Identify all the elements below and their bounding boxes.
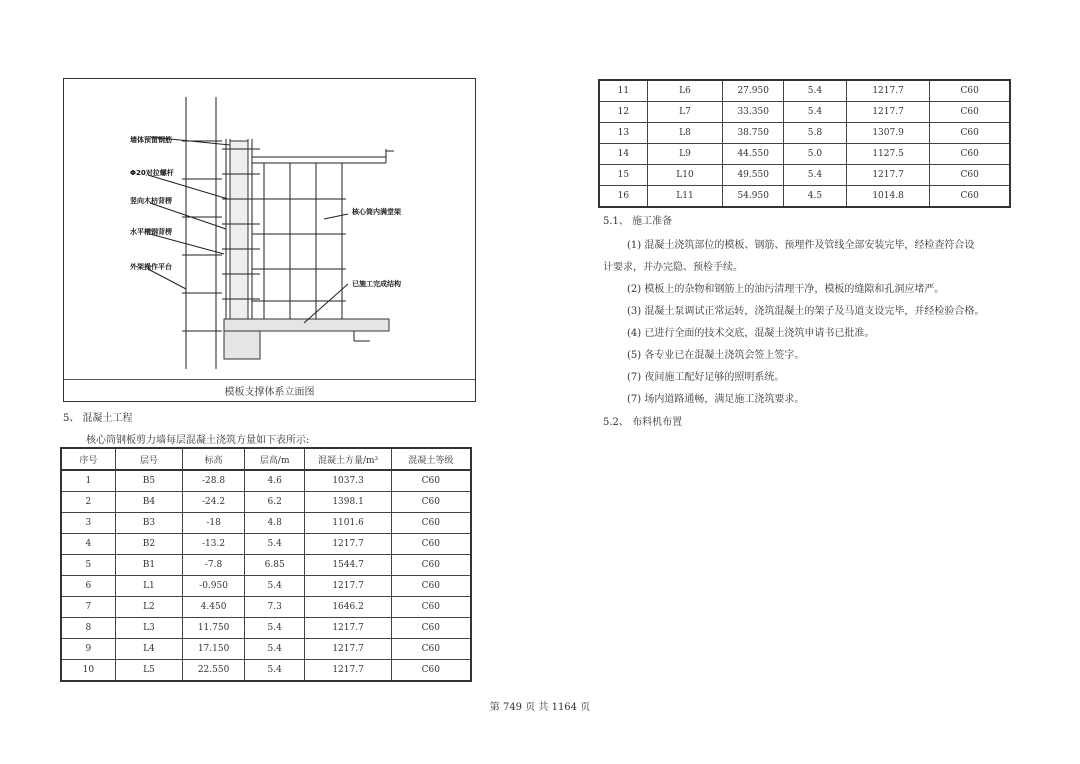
table-cell: L10 bbox=[647, 165, 723, 186]
table-row bbox=[599, 144, 1010, 165]
section-5-2-heading: 5.2、 布料机布置 bbox=[603, 417, 683, 428]
prep-item: (1) 混凝土浇筑部位的模板、钢筋、预埋件及管线全部安装完毕，经检查符合设 bbox=[627, 240, 975, 251]
table-cell: 4.450 bbox=[183, 597, 245, 618]
table-cell: 1014.8 bbox=[846, 186, 930, 208]
table-cell: C60 bbox=[391, 639, 471, 660]
table-row bbox=[61, 597, 471, 618]
table-row bbox=[61, 576, 471, 597]
table-row bbox=[61, 618, 471, 639]
concrete-volume-table bbox=[60, 447, 472, 682]
table-cell: 1398.1 bbox=[305, 492, 391, 513]
figure-caption: 模板支撑体系立面图 bbox=[224, 387, 315, 398]
table-cell: 1307.9 bbox=[846, 123, 930, 144]
table-cell: 1217.7 bbox=[305, 618, 391, 639]
table-cell: L7 bbox=[647, 102, 723, 123]
table-row bbox=[61, 660, 471, 682]
table-cell: -0.950 bbox=[183, 576, 245, 597]
table-row bbox=[599, 123, 1010, 144]
table-cell: 5.4 bbox=[784, 165, 847, 186]
table-cell: 38.750 bbox=[723, 123, 784, 144]
table-row bbox=[61, 534, 471, 555]
prep-item: (3) 混凝土泵调试正常运转，浇筑混凝土的架子及马道支设完毕，并经检验合格。 bbox=[627, 306, 985, 317]
header-cell: 层号 bbox=[115, 448, 183, 470]
table-cell: 33.350 bbox=[723, 102, 784, 123]
table-cell: -24.2 bbox=[183, 492, 245, 513]
table-cell: 10 bbox=[61, 660, 115, 682]
label-structure: 已施工完成结构 bbox=[352, 280, 401, 288]
table-cell: C60 bbox=[391, 618, 471, 639]
table-row bbox=[599, 102, 1010, 123]
table-cell: 5 bbox=[61, 555, 115, 576]
table-cell: 1217.7 bbox=[846, 80, 930, 102]
table-cell: C60 bbox=[930, 123, 1010, 144]
table-cell: 1544.7 bbox=[305, 555, 391, 576]
table-row bbox=[61, 555, 471, 576]
table-cell: 4.6 bbox=[244, 470, 305, 492]
table-cell: 14 bbox=[599, 144, 647, 165]
table-cell: L6 bbox=[647, 80, 723, 102]
label-scaffold: 核心筒内满堂架 bbox=[352, 208, 401, 216]
table-cell: -18 bbox=[183, 513, 245, 534]
table-cell: 6.85 bbox=[244, 555, 305, 576]
table-cell: C60 bbox=[391, 534, 471, 555]
table-cell: C60 bbox=[391, 597, 471, 618]
table-cell: L1 bbox=[115, 576, 183, 597]
table-cell: C60 bbox=[391, 513, 471, 534]
table-cell: 8 bbox=[61, 618, 115, 639]
table-cell: L4 bbox=[115, 639, 183, 660]
table-cell: 7.3 bbox=[244, 597, 305, 618]
label-platform: 外架操作平台 bbox=[130, 263, 172, 271]
table-row bbox=[599, 186, 1010, 208]
table-cell: 5.4 bbox=[244, 660, 305, 682]
label-horizontal-beam: 水平槽钢背楞 bbox=[130, 228, 172, 236]
table-cell: L2 bbox=[115, 597, 183, 618]
header-cell: 标高 bbox=[183, 448, 245, 470]
prep-item: (7) 场内道路通畅，满足施工浇筑要求。 bbox=[627, 394, 805, 405]
formwork-elevation-drawing bbox=[64, 79, 477, 403]
table-cell: C60 bbox=[391, 492, 471, 513]
table-cell: 44.550 bbox=[723, 144, 784, 165]
header-cell: 层高/m bbox=[244, 448, 305, 470]
table-cell: B3 bbox=[115, 513, 183, 534]
table-row bbox=[599, 165, 1010, 186]
table-cell: 1127.5 bbox=[846, 144, 930, 165]
table-cell: C60 bbox=[391, 555, 471, 576]
prep-item: (7) 夜间施工配好足够的照明系统。 bbox=[627, 372, 785, 383]
table-cell: 1217.7 bbox=[305, 660, 391, 682]
table-cell: 5.4 bbox=[244, 534, 305, 555]
table-row bbox=[61, 470, 471, 492]
table-cell: 1646.2 bbox=[305, 597, 391, 618]
label-vertical-beam: 竖向木枋背楞 bbox=[130, 197, 172, 205]
table-cell: 5.4 bbox=[244, 639, 305, 660]
table-row bbox=[599, 80, 1010, 102]
table-cell: 5.4 bbox=[244, 618, 305, 639]
table-cell: L5 bbox=[115, 660, 183, 682]
table-cell: 2 bbox=[61, 492, 115, 513]
table-cell: 5.0 bbox=[784, 144, 847, 165]
table-cell: 11 bbox=[599, 80, 647, 102]
table-cell: 15 bbox=[599, 165, 647, 186]
table-cell: 1217.7 bbox=[305, 576, 391, 597]
table-cell: L3 bbox=[115, 618, 183, 639]
table-cell: 27.950 bbox=[723, 80, 784, 102]
concrete-volume-table-continued bbox=[598, 79, 1011, 208]
table-cell: 1217.7 bbox=[846, 165, 930, 186]
table-cell: 49.550 bbox=[723, 165, 784, 186]
table-cell: -13.2 bbox=[183, 534, 245, 555]
prep-item: (2) 模板上的杂物和钢筋上的油污清理干净，模板的缝隙和孔洞应堵严。 bbox=[627, 284, 945, 295]
table-cell: 5.8 bbox=[784, 123, 847, 144]
header-cell: 混凝土方量/m³ bbox=[305, 448, 391, 470]
table-cell: C60 bbox=[391, 576, 471, 597]
table-cell: C60 bbox=[930, 144, 1010, 165]
table-row bbox=[61, 492, 471, 513]
table-cell: 7 bbox=[61, 597, 115, 618]
section-5-heading: 5、 混凝土工程 bbox=[63, 413, 133, 424]
section-5-1-heading: 5.1、 施工准备 bbox=[603, 216, 673, 227]
table-cell: 4.8 bbox=[244, 513, 305, 534]
table-cell: C60 bbox=[930, 80, 1010, 102]
table-cell: -28.8 bbox=[183, 470, 245, 492]
table-cell: -7.8 bbox=[183, 555, 245, 576]
table-cell: 54.950 bbox=[723, 186, 784, 208]
header-cell: 序号 bbox=[61, 448, 115, 470]
table-cell: C60 bbox=[930, 102, 1010, 123]
table-cell: B4 bbox=[115, 492, 183, 513]
table-cell: C60 bbox=[391, 660, 471, 682]
table-cell: C60 bbox=[930, 186, 1010, 208]
table-cell: 6.2 bbox=[244, 492, 305, 513]
table-cell: 5.4 bbox=[784, 80, 847, 102]
table-cell: 16 bbox=[599, 186, 647, 208]
table-cell: 5.4 bbox=[784, 102, 847, 123]
table-cell: 1 bbox=[61, 470, 115, 492]
table-cell: B1 bbox=[115, 555, 183, 576]
table-cell: 1101.6 bbox=[305, 513, 391, 534]
table-cell: 9 bbox=[61, 639, 115, 660]
prep-item: (5) 各专业已在混凝土浇筑会签上签字。 bbox=[627, 350, 805, 361]
page-number: 第 749 页 共 1164 页 bbox=[489, 702, 591, 713]
table-cell: 5.4 bbox=[244, 576, 305, 597]
table-header-row bbox=[61, 448, 471, 470]
table-cell: B5 bbox=[115, 470, 183, 492]
table-cell: 1217.7 bbox=[305, 534, 391, 555]
table-cell: B2 bbox=[115, 534, 183, 555]
table-cell: L11 bbox=[647, 186, 723, 208]
label-tie-bolt: Φ20对拉螺杆 bbox=[130, 169, 174, 177]
table-cell: L9 bbox=[647, 144, 723, 165]
prep-item: 计要求，并办完隐、预检手续。 bbox=[603, 262, 743, 273]
table-cell: L8 bbox=[647, 123, 723, 144]
table-cell: 12 bbox=[599, 102, 647, 123]
section-5-intro: 核心筒钢板剪力墙每层混凝土浇筑方量如下表所示: bbox=[86, 435, 310, 446]
table-body bbox=[599, 80, 1010, 207]
formwork-figure bbox=[63, 78, 476, 402]
table-cell: 13 bbox=[599, 123, 647, 144]
table-cell: 22.550 bbox=[183, 660, 245, 682]
caption-divider bbox=[64, 379, 475, 380]
table-cell: 3 bbox=[61, 513, 115, 534]
header-cell: 混凝土等级 bbox=[391, 448, 471, 470]
table-cell: 6 bbox=[61, 576, 115, 597]
table-row bbox=[61, 513, 471, 534]
prep-item: (4) 已进行全面的技术交底，混凝土浇筑申请书已批准。 bbox=[627, 328, 875, 339]
table-cell: 1217.7 bbox=[305, 639, 391, 660]
table-cell: 11.750 bbox=[183, 618, 245, 639]
label-wall-rebar: 墙体预留钢筋 bbox=[130, 136, 172, 144]
table-cell: 4 bbox=[61, 534, 115, 555]
table-cell: 1217.7 bbox=[846, 102, 930, 123]
table-body bbox=[61, 470, 471, 681]
table-cell: 4.5 bbox=[784, 186, 847, 208]
table-row bbox=[61, 639, 471, 660]
table-cell: 17.150 bbox=[183, 639, 245, 660]
table-cell: C60 bbox=[391, 470, 471, 492]
table-cell: 1037.3 bbox=[305, 470, 391, 492]
table-cell: C60 bbox=[930, 165, 1010, 186]
